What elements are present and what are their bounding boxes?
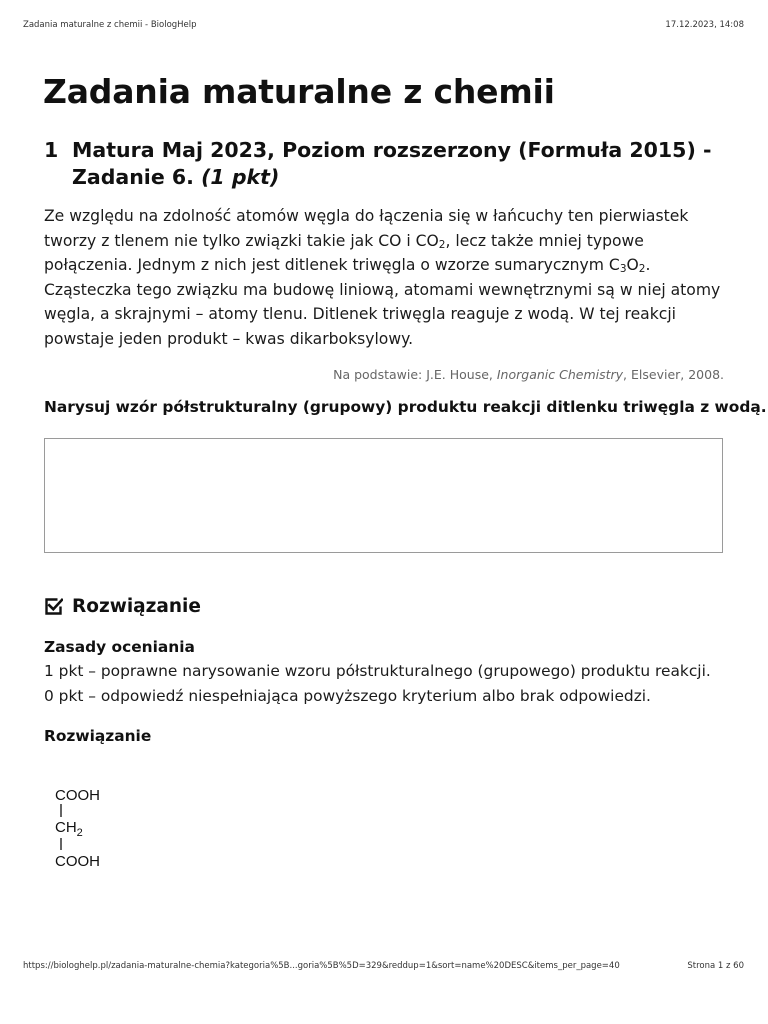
page-title: Zadania maturalne z chemii [43,72,555,111]
answer-box[interactable] [44,438,723,553]
source-citation [333,367,724,382]
subscript: 3 [619,263,627,275]
source-prefix: Na podstawie: J.E. House, [333,367,497,382]
print-page-title: Zadania maturalne z chemii - BiologHelp [23,20,197,30]
print-datetime: 17.12.2023, 14:08 [665,20,744,30]
formula-middle-group [55,819,83,839]
task-number: 1 [44,138,59,162]
task-question: Narysuj wzór półstrukturalny (grupowy) produktu reakcji ditlenku triwęgla z wodą. [44,398,767,416]
scoring-rule-0: 0 pkt – odpowiedź niespełniająca powyższego kryterium albo brak odpowiedzi. [44,687,651,705]
solution-toggle[interactable] [44,596,201,617]
task-text-part: . Cząsteczka tego związku ma budowę liniową, atomami wewnętrznymi są w niej atomy węgla, a skrajnymi – atomy tlenu. Ditlenek triwęgla reaguje z wodą. W tej reakcji powstaje jeden produkt – kwas dikarboksylowy. [44,256,721,348]
solution-title: Rozwiązanie [72,596,201,617]
scoring-title: Zasady oceniania [44,638,195,656]
task-title-text: Matura Maj 2023, Poziom rozszerzony (Formuła 2015) - Zadanie 6. [72,138,712,189]
checkbox-checked-icon [44,597,63,616]
formula-middle-subscript: 2 [76,827,83,839]
structural-formula [48,780,128,870]
task-points: (1 pkt) [201,165,280,189]
source-suffix: , Elsevier, 2008. [623,367,724,382]
page-counter: Strona 1 z 60 [687,961,744,971]
subscript: 2 [638,263,646,275]
task-title [72,137,734,191]
subscript: 2 [438,238,446,251]
scoring-rule-1: 1 pkt – poprawne narysowanie wzoru półstrukturalnego (grupowego) produktu reakcji. [44,662,711,680]
task-heading [44,137,734,191]
solution-subtitle: Rozwiązanie [44,727,152,745]
formula-bottom-group: COOH [55,853,100,870]
task-description [44,204,734,351]
page-url[interactable]: https://biologhelp.pl/zadania-maturalne-chemia?kategoria%5B...goria%5B%5D=329&reddup=1&sort=name%20DESC&items_per_page=40 [23,961,620,971]
formula-middle-text: CH [55,819,77,836]
task-text-part: O [626,256,639,274]
task-text-part: , lecz także mniej typowe połączenia. Jednym z nich jest ditlenek triwęgla o wzorze sumarycznym C [44,231,644,274]
print-header [23,20,744,30]
source-book: Inorganic Chemistry [496,367,624,382]
print-footer [23,961,744,971]
task-text-part: Ze względu na zdolność atomów węgla do łączenia się w łańcuchy ten pierwiastek tworzy z tlenem nie tylko związki takie jak CO i CO [44,207,689,250]
formula-top-group: COOH [55,787,100,804]
